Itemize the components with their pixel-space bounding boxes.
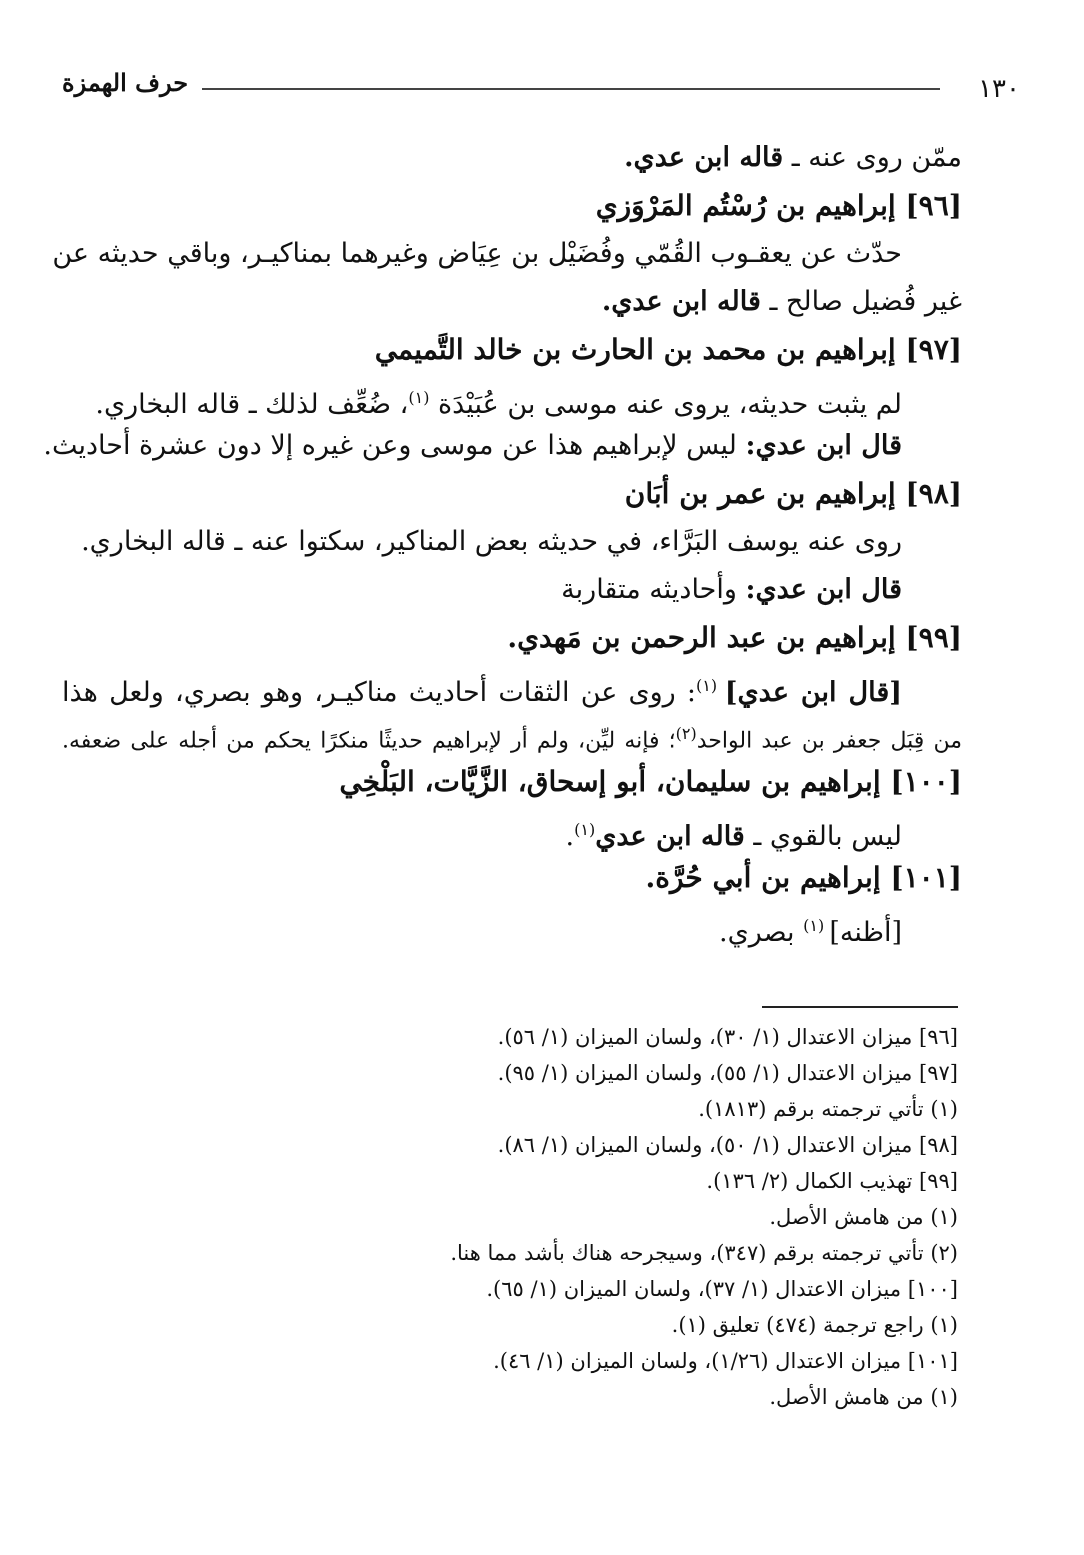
- footnote: (١) من هامش الأصل.: [769, 1205, 958, 1229]
- page-header: [62, 68, 1020, 108]
- text-span: بصري.: [719, 917, 804, 948]
- footnote-ref: (١): [695, 676, 725, 695]
- footnote-ref: (١): [803, 916, 830, 935]
- text-span: من قِبَل جعفر بن عبد الواحد: [696, 728, 963, 754]
- footnote-ref: (٢): [675, 724, 697, 743]
- text-line: [62, 666, 902, 713]
- text-line: [62, 810, 902, 857]
- attribution: قاله ابن عدي: [595, 821, 745, 852]
- text-line: روى عنه يوسف البَرَّاء، في حديثه بعض المناكير، سكتوا عنه ـ قاله البخاري.: [81, 526, 902, 557]
- footnote-ref: (١): [574, 820, 596, 839]
- text-span: ، ضُعِّف لذلك ـ قاله البخاري.: [95, 389, 409, 420]
- footnote: (١) راجع ترجمة (٤٧٤) تعليق (١).: [671, 1313, 958, 1337]
- footnote: [١٠١] ميزان الاعتدال (١/٢٦)، ولسان الميزان (١/ ٤٦).: [493, 1349, 958, 1373]
- entry-heading-97: [٩٧] إبراهيم بن محمد بن الحارث بن خالد التَّميمي: [374, 333, 962, 366]
- text-line: [62, 906, 902, 953]
- footnote: [١٠٠] ميزان الاعتدال (١/ ٣٧)، ولسان الميزان (١/ ٦٥).: [486, 1277, 958, 1301]
- text-line: [62, 138, 962, 178]
- text-span: [أظنه]: [829, 917, 902, 948]
- footnote: [٩٩] تهذيب الكمال (٢/ ١٣٦).: [706, 1169, 958, 1193]
- entry-heading-98: [٩٨] إبراهيم بن عمر بن أبَان: [624, 477, 962, 510]
- attribution: قال ابن عدي:: [745, 574, 902, 605]
- text-span: لم يثبت حديثه، يروى عنه موسى بن عُبَيْدَة: [429, 389, 902, 420]
- text-line: [62, 570, 902, 610]
- text-span: ممّن روى عنه ـ: [783, 142, 962, 173]
- text-line: [43, 426, 902, 466]
- entry-heading-101: [١٠١] إبراهيم بن أبي حُرَّة.: [645, 861, 962, 894]
- text-span: ليس بالقوي ـ: [744, 821, 902, 852]
- footnote: [٩٦] ميزان الاعتدال (١/ ٣٠)، ولسان الميزان (١/ ٥٦).: [497, 1025, 958, 1049]
- attribution: قاله ابن عدي.: [624, 142, 784, 173]
- page-number: ١٣٠: [978, 74, 1020, 104]
- footnote: (١) تأتي ترجمته برقم (١٨١٣).: [698, 1097, 958, 1121]
- text-span: ؛ فإنه ليِّن، ولم أر لإبراهيم حديثًا منكرًا يحكم من أجله على ضعفه.: [62, 728, 676, 754]
- text-span: : روى عن الثقات أحاديث مناكيـر، وهو بصري، ولعل هذا: [62, 677, 696, 708]
- text-span: وأحاديثه متقاربة: [561, 574, 746, 605]
- text-span: ليس لإبراهيم هذا عن موسى وعن غيره إلا دون عشرة أحاديث.: [43, 430, 746, 461]
- footnote: [٩٨] ميزان الاعتدال (١/ ٥٠)، ولسان الميزان (١/ ٨٦).: [497, 1133, 958, 1157]
- attribution: قال ابن عدي:: [745, 430, 902, 461]
- entry-heading-96: [٩٦] إبراهيم بن رُسْتُم المَرْوَزي: [595, 189, 962, 222]
- footnote: [٩٧] ميزان الاعتدال (١/ ٥٥)، ولسان الميزان (١/ ٩٥).: [497, 1061, 958, 1085]
- text-line: [62, 714, 962, 761]
- text-line: حدّث عن يعقـوب القُمّي وفُضَيْل بن عِيَاض وغيرهما بمناكيـر، وباقي حديثه عن: [52, 238, 902, 269]
- entry-heading-99: [٩٩] إبراهيم بن عبد الرحمن بن مَهدي.: [507, 621, 962, 654]
- footnote: (١) من هامش الأصل.: [769, 1385, 958, 1409]
- text-line: [62, 282, 962, 322]
- running-title: حرف الهمزة: [62, 68, 189, 97]
- header-rule: [202, 88, 940, 90]
- footnote-separator: [762, 1006, 958, 1008]
- attribution: [قال ابن عدي]: [724, 677, 902, 708]
- text-span: غير فُضيل صالح ـ: [760, 286, 962, 317]
- entry-heading-100: [١٠٠] إبراهيم بن سليمان، أبو إسحاق، الزَّيَّات، البَلْخِي: [339, 765, 962, 798]
- attribution: قاله ابن عدي.: [601, 286, 761, 317]
- text-line: [62, 378, 902, 425]
- footnote-ref: (١): [408, 388, 430, 407]
- footnote: (٢) تأتي ترجمته برقم (٣٤٧)، وسيجرحه هناك بأشد مما هنا.: [450, 1241, 958, 1265]
- text-span: .: [565, 821, 575, 852]
